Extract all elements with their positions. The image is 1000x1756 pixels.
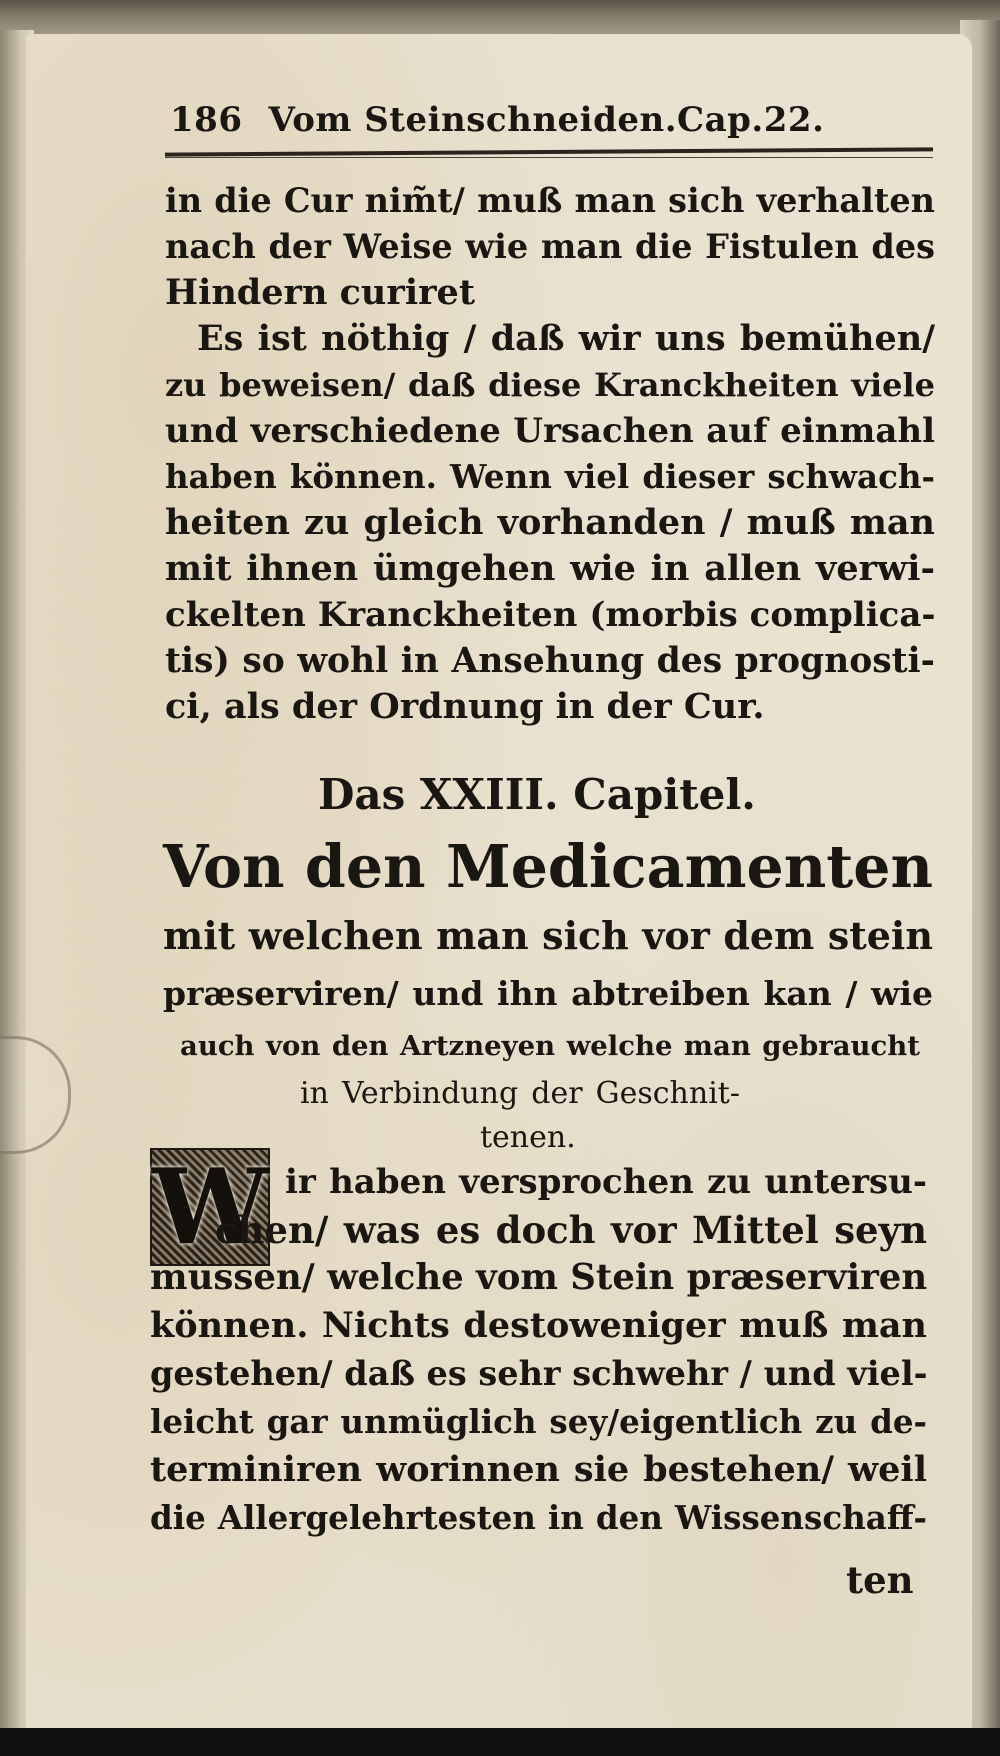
section-line: die Allergelehrtesten in den Wissenschaff- (150, 1498, 927, 1537)
section-line: leicht gar unmüglich sey/eigentlich zu de- (150, 1402, 927, 1441)
initial-letter: W (152, 1145, 269, 1268)
body-line: und verschiedene Ursachen auf einmahl (165, 411, 935, 451)
catchword: ten (846, 1558, 914, 1602)
section-line: können. Nichts destoweniger muß man (150, 1305, 927, 1346)
running-header (170, 100, 824, 140)
section-line: gestehen/ daß es sehr schwehr / und viel- (150, 1354, 928, 1393)
body-line: zu beweisen/ daß diese Kranckheiten viele (165, 366, 935, 404)
chapter-heading-line: mit welchen man sich vor dem stein (163, 913, 933, 958)
body-line: tis) so wohl in Ansehung des prognosti- (165, 641, 935, 681)
page-bottom-shadow (0, 1728, 1000, 1756)
section-line: terminiren worinnen sie bestehen/ weil (150, 1449, 927, 1490)
chapter-title: Das XXIII. Capitel. (318, 770, 756, 819)
page-number: 186 (170, 100, 243, 140)
chapter-heading-line: Von den Medicamenten (163, 832, 934, 901)
body-line: Es ist nöthig / daß wir uns bemühen/ (197, 318, 935, 359)
body-line: ckelten Kranckheiten (morbis complica- (165, 595, 936, 635)
section-line: ir haben versprochen zu untersu- (285, 1162, 927, 1202)
body-line: haben können. Wenn viel dieser schwach- (165, 457, 935, 496)
body-line: Hindern curiret (165, 272, 475, 313)
section-line: chen/ was es doch vor Mittel seyn (215, 1208, 927, 1252)
body-line: heiten zu gleich vorhanden / muß man (165, 502, 935, 543)
body-line: ci, als der Ordnung in der Cur. (165, 686, 765, 727)
chapter-heading-line: tenen. (480, 1120, 576, 1155)
chapter-heading-line: in Verbindung der Geschnit- (300, 1076, 740, 1111)
section-line: müssen/ welche vom Stein præserviren (150, 1257, 928, 1298)
body-line: in die Cur nim̃t/ muß man sich verhalten (165, 181, 935, 220)
body-line: nach der Weise wie man die Fistulen des (165, 227, 935, 266)
chapter-heading-line: præserviren/ und ihn abtreiben kan / wie (163, 974, 933, 1013)
header-rule-thin (165, 157, 933, 158)
chapter-heading-line: auch von den Artzneyen welche man gebraucht (180, 1030, 920, 1062)
body-line: mit ihnen ümgehen wie in allen verwi- (165, 548, 935, 589)
running-title: Vom Steinschneiden.Cap.22. (268, 100, 825, 140)
